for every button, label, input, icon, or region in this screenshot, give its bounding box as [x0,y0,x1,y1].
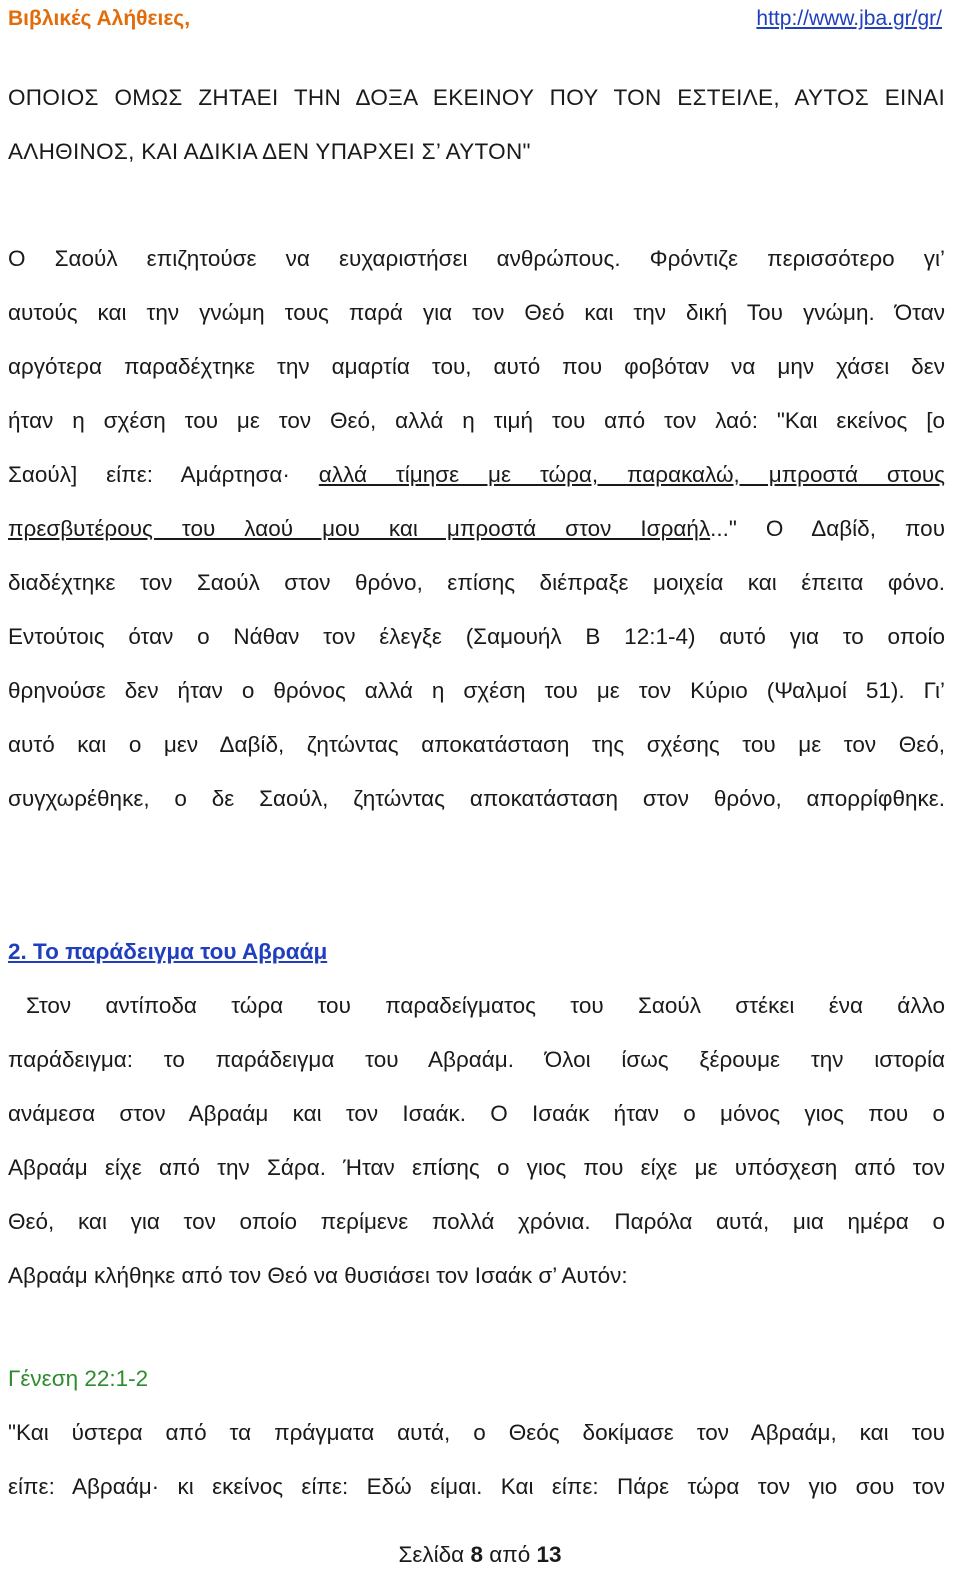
of-word: από [489,1542,531,1567]
paragraph-line: αργότερα παραδέχτηκε την αμαρτία του, αυτό που φοβόταν να μην χάσει δεν [8,354,945,379]
scripture-line: "Και ύστερα από τα πράγματα αυτά, ο Θεός δοκίμασε τον Αβραάμ, και του [8,1420,945,1445]
page-footer [0,1540,960,1570]
paragraph-line: αυτούς και την γνώμη τους παρά για τον Θεό και την δική Του γνώμη. Όταν [8,300,945,325]
scripture-reference: Γένεση 22:1-2 [8,1366,149,1391]
paragraph-line: Στον αντίποδα τώρα του παραδείγματος του Σαούλ στέκει ένα άλλο [26,993,945,1018]
paragraph-line: Αβραάμ είχε από την Σάρα. Ήταν επίσης ο γιος που είχε με υπόσχεση από τον [8,1155,945,1180]
paragraph-line: Εντούτοις όταν ο Νάθαν τον έλεγξε (Σαμουήλ Β 12:1-4) αυτό για το οποίο [8,624,945,649]
quote-line: ΟΠΟΙΟΣ ΟΜΩΣ ΖΗΤΑΕΙ ΤΗΝ ΔΟΞΑ ΕΚΕΙΝΟΥ ΠΟΥ ΤΟΝ ΕΣΤΕΙΛΕ, ΑΥΤΟΣ ΕΙΝΑΙ [8,85,945,110]
paragraph-line: ήταν η σχέση του με τον Θεό, αλλά η τιμή του από τον λαό: "Και εκείνος [ο [8,408,945,433]
section-heading: 2. Το παράδειγμα του Αβραάμ [8,939,328,964]
plain-text: ..." Ο Δαβίδ, που [710,516,946,541]
paragraph-line: Ο Σαούλ επιζητούσε να ευχαριστήσει ανθρώπους. Φρόντιζε περισσότερο γι’ [8,246,945,271]
page-word: Σελίδα [398,1542,465,1567]
paragraph-line: Αβραάμ κλήθηκε από τον Θεό να θυσιάσει τον Ισαάκ σ’ Αυτόν: [8,1263,628,1288]
paragraph-line: συγχωρέθηκε, ο δε Σαούλ, ζητώντας αποκατάσταση στον θρόνο, απορρίφθηκε. [8,786,945,811]
paragraph-line: ανάμεσα στον Αβραάμ και τον Ισαάκ. Ο Ισαάκ ήταν ο μόνος γιος που ο [8,1101,945,1126]
underlined-quote: πρεσβυτέρους του λαού μου και μπροστά στον Ισραήλ [8,516,711,541]
plain-text: Σαούλ] είπε: Αμάρτησα· [8,462,290,487]
underlined-quote: αλλά τίμησε με τώρα, παρακαλώ, μπροστά στους [318,462,945,487]
total-pages: 13 [536,1542,562,1567]
site-title: Βιβλικές Αλήθειες, [8,7,191,30]
page-number: 8 [470,1542,483,1567]
paragraph-line: διαδέχτηκε τον Σαούλ στον θρόνο, επίσης διέπραξε μοιχεία και έπειτα φόνο. [8,570,945,595]
scripture-line: είπε: Αβραάμ· κι εκείνος είπε: Εδώ είμαι. Και είπε: Πάρε τώρα τον γιο σου τον [8,1474,945,1499]
page-header [8,4,942,34]
paragraph-line: παράδειγμα: το παράδειγμα του Αβραάμ. Όλοι ίσως ξέρουμε την ιστορία [8,1047,945,1072]
paragraph-line [8,514,945,544]
paragraph-line: Θεό, και για τον οποίο περίμενε πολλά χρόνια. Παρόλα αυτά, μια ημέρα ο [8,1209,945,1234]
site-url-link[interactable]: http://www.jba.gr/gr/ [756,7,942,30]
paragraph-line [8,460,945,490]
paragraph-line: αυτό και ο μεν Δαβίδ, ζητώντας αποκατάσταση της σχέσης του με τον Θεό, [8,732,945,757]
paragraph-line: θρηνούσε δεν ήταν ο θρόνος αλλά η σχέση του με τον Κύριο (Ψαλμοί 51). Γι’ [8,678,945,703]
quote-line: ΑΛΗΘΙΝΟΣ, ΚΑΙ ΑΔΙΚΙΑ ΔΕΝ ΥΠΑΡΧΕΙ Σ’ ΑΥΤΟΝ" [8,139,531,164]
